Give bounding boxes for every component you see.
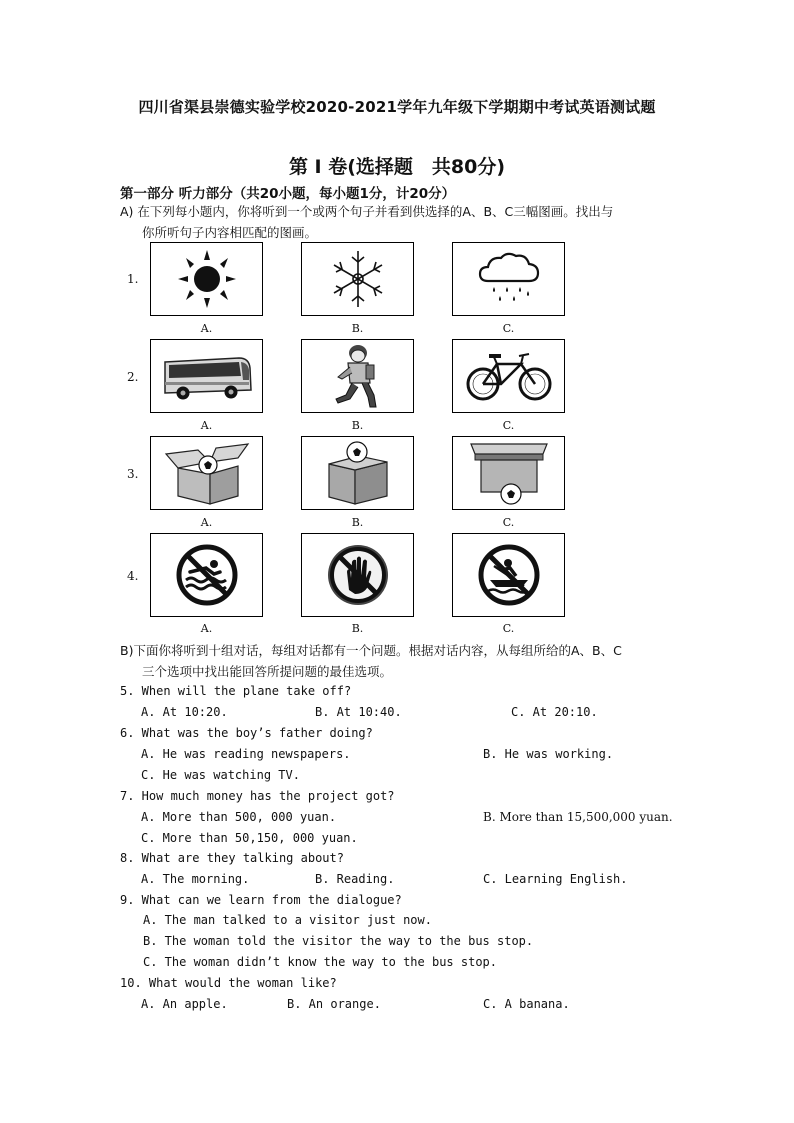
option-6b: B. He was working. [483,747,614,761]
picture-1b [301,242,414,316]
option-10a: A. An apple. [141,997,228,1011]
option-10c: C. A banana. [483,997,570,1011]
ball-under-box-icon [467,440,551,506]
question-10: 10. What would the woman like? [120,976,337,990]
row-number: 4. [127,569,139,583]
picture-label: A. [200,419,213,432]
picture-3a [150,436,263,510]
ball-in-box-icon [164,440,250,506]
option-5a: A. At 10:20. [141,705,228,719]
picture-label: C. [502,419,515,432]
row-number: 3. [127,467,139,481]
option-7c: C. More than 50,150, 000 yuan. [141,831,358,845]
part-a-line2: 你所听句子内容相匹配的图画。 [142,225,318,240]
picture-label: A. [200,322,213,335]
picture-label: A. [200,622,213,635]
picture-label: B. [351,322,364,335]
option-10b: B. An orange. [287,997,381,1011]
document-title: 四川省渠县崇德实验学校2020-2021学年九年级下学期期中考试英语测试题 [138,98,656,116]
row-number: 2. [127,370,139,384]
bus-icon [159,346,255,406]
option-8b: B. Reading. [315,872,395,886]
no-boating-icon [476,542,542,608]
row-number: 1. [127,272,139,286]
part-a-line1: A) 在下列每小题内，你将听到一个或两个句子并看到供选择的A、B、C三幅图画。找出与 [120,204,614,219]
question-8: 8. What are they talking about? [120,851,344,865]
picture-1c [452,242,565,316]
option-9c: C. The woman didn’t know the way to the bus stop. [143,955,498,969]
picture-3c [452,436,565,510]
option-5c: C. At 20:10. [511,705,598,719]
question-7: 7. How much money has the project got? [120,789,395,803]
question-9: 9. What can we learn from the dialogue? [120,893,402,907]
sun-icon [172,247,242,311]
picture-2b [301,339,414,413]
part-b-line1: B)下面你将听到十组对话，每组对话都有一个问题。根据对话内容，从每组所给的A、B、C [120,643,622,658]
picture-label: C. [502,516,515,529]
no-swimming-icon [174,542,240,608]
picture-2c [452,339,565,413]
picture-label: B. [351,419,364,432]
section-title: 第 I 卷(选择题 共80分) [288,156,506,178]
part-b-line2: 三个选项中找出能回答所提问题的最佳选项。 [142,664,393,679]
picture-label: A. [200,516,213,529]
no-touching-icon [325,542,391,608]
part-a-instructions [120,201,690,243]
option-8c: C. Learning English. [483,872,628,886]
running-boy-icon [328,343,388,409]
option-7a: A. More than 500, 000 yuan. [141,810,337,824]
option-6a: A. He was reading newspapers. [141,747,351,761]
option-9a: A. The man talked to a visitor just now. [143,913,432,927]
option-6c: C. He was watching TV. [141,768,300,782]
picture-label: B. [351,516,364,529]
option-8a: A. The morning. [141,872,250,886]
part-b-instructions [120,640,690,682]
picture-4c [452,533,565,617]
picture-2a [150,339,263,413]
picture-3b [301,436,414,510]
option-9b: B. The woman told the visitor the way to the bus stop. [143,934,534,948]
picture-label: C. [502,622,515,635]
picture-4a [150,533,263,617]
picture-label: B. [351,622,364,635]
question-6: 6. What was the boy’s father doing? [120,726,373,740]
part-title: 第一部分 听力部分（共20小题，每小题1分，计20分） [120,186,456,202]
ball-on-box-icon [323,440,393,506]
snowflake-icon [326,247,390,311]
question-5: 5. When will the plane take off? [120,684,352,698]
option-7b: B. More than 15,500,000 yuan. [483,810,673,824]
bicycle-icon [463,348,555,404]
picture-label: C. [502,322,515,335]
option-5b: B. At 10:40. [315,705,402,719]
rain-cloud-icon [474,247,544,311]
picture-4b [301,533,414,617]
picture-1a [150,242,263,316]
